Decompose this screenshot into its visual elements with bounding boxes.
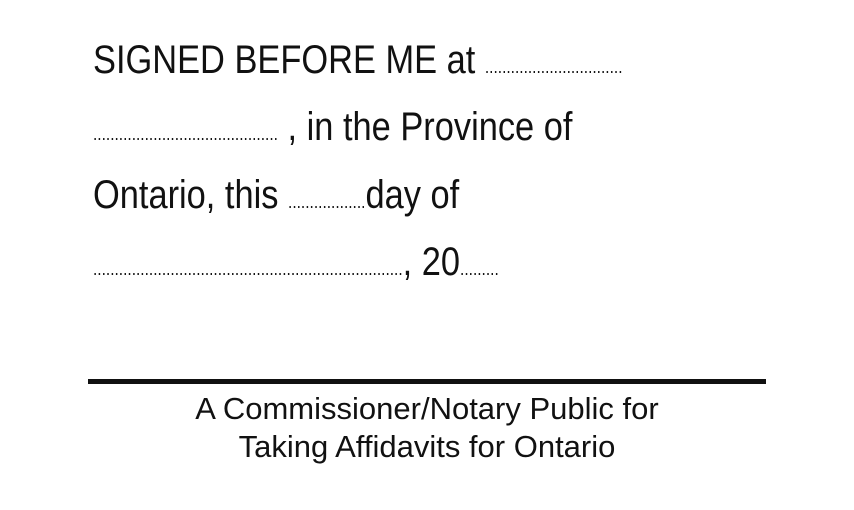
province-line: [93, 103, 572, 158]
commissioner-caption-line1: A Commissioner/Notary Public for: [195, 391, 659, 426]
month-year-line: [93, 238, 499, 293]
location-blank: ................................: [484, 57, 623, 77]
province-text: , in the Province of: [287, 105, 573, 149]
year-blank: .........: [460, 259, 499, 279]
signed-before-me-line: [93, 36, 622, 91]
ontario-this-text: Ontario, this: [93, 173, 279, 217]
ontario-day-line: [93, 171, 459, 226]
day-of-text: day of: [365, 173, 460, 217]
year-prefix-text: , 20: [402, 240, 461, 284]
month-blank: ........................................................................: [93, 259, 403, 279]
day-blank: ..................: [288, 192, 366, 212]
commissioner-caption-line2: Taking Affidavits for Ontario: [238, 429, 616, 464]
location-blank-continued: ...........................................: [93, 124, 278, 144]
signed-before-me-text: SIGNED BEFORE ME at: [93, 38, 476, 82]
signature-line: [88, 379, 766, 384]
